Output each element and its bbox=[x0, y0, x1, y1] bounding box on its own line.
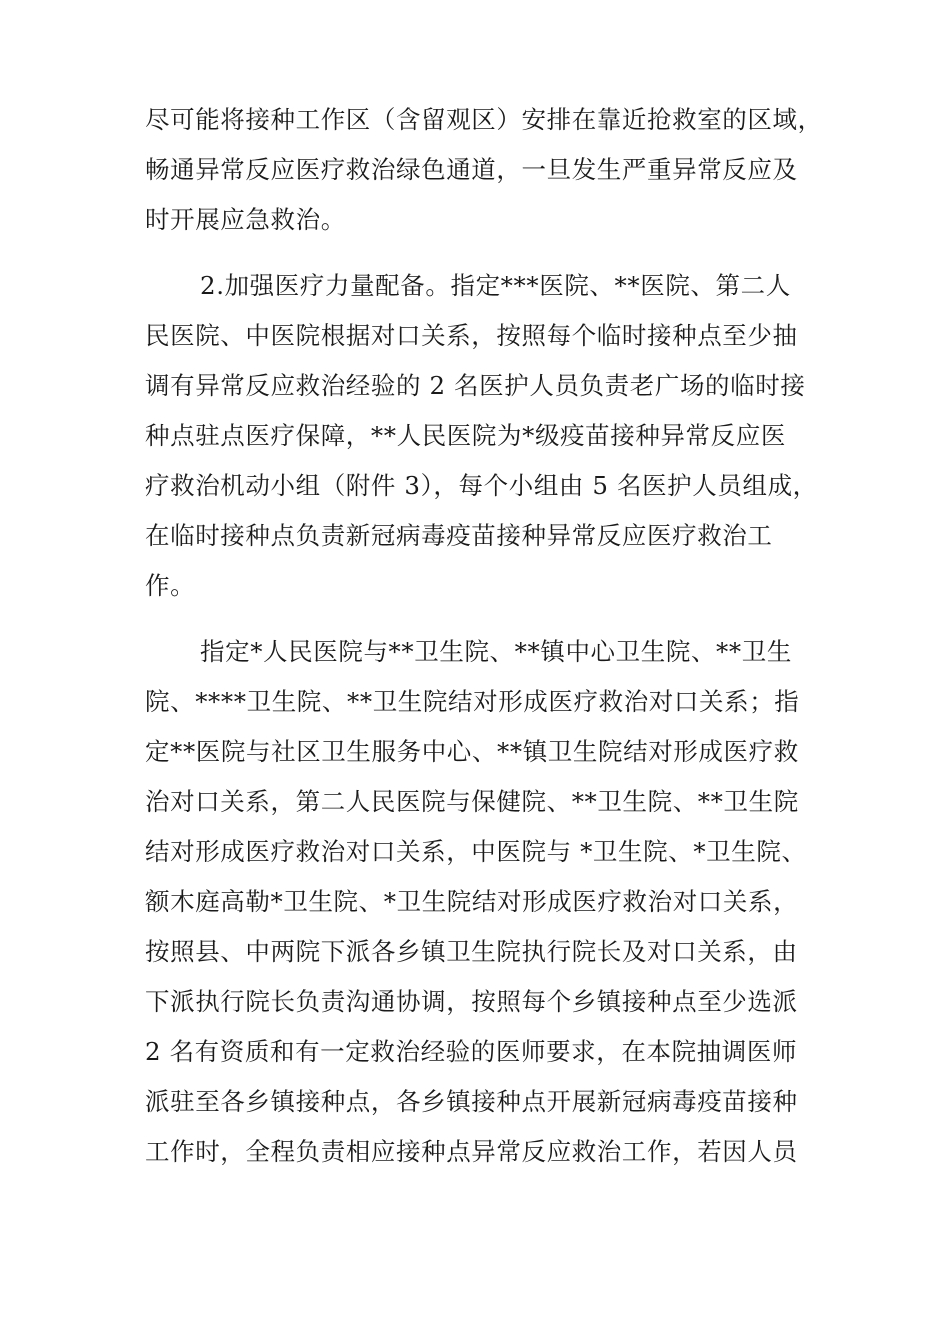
paragraph-2-line-2: 民医院、中医院根据对口关系，按照每个临时接种点至少抽 bbox=[145, 321, 798, 350]
paragraph-3-line-1: 指定*人民医院与**卫生院、**镇中心卫生院、**卫生 bbox=[200, 637, 792, 666]
paragraph-2-line-1: 2.加强医疗力量配备。指定***医院、**医院、第二人 bbox=[200, 271, 791, 300]
paragraph-3-line-11: 工作时，全程负责相应接种点异常反应救治工作，若因人员 bbox=[145, 1137, 798, 1166]
paragraph-3-line-7: 按照县、中两院下派各乡镇卫生院执行院长及对口关系，由 bbox=[145, 937, 798, 966]
paragraph-3-line-4: 治对口关系，第二人民医院与保健院、**卫生院、**卫生院 bbox=[145, 787, 799, 816]
paragraph-2-line-6: 在临时接种点负责新冠病毒疫苗接种异常反应医疗救治工 bbox=[145, 521, 773, 550]
paragraph-3-line-9: 2 名有资质和有一定救治经验的医师要求，在本院抽调医师 bbox=[145, 1037, 798, 1066]
paragraph-3-line-6: 额木庭高勒*卫生院、*卫生院结对形成医疗救治对口关系， bbox=[145, 887, 799, 916]
paragraph-3-line-3: 定**医院与社区卫生服务中心、**镇卫生院结对形成医疗救 bbox=[145, 737, 799, 766]
paragraph-3-line-10: 派驻至各乡镇接种点，各乡镇接种点开展新冠病毒疫苗接种 bbox=[145, 1087, 798, 1116]
paragraph-1-line-2: 畅通异常反应医疗救治绿色通道，一旦发生严重异常反应及 bbox=[145, 155, 798, 184]
paragraph-3-line-2: 院、****卫生院、**卫生院结对形成医疗救治对口关系；指 bbox=[145, 687, 800, 716]
paragraph-2-line-4: 种点驻点医疗保障，**人民医院为*级疫苗接种异常反应医 bbox=[145, 421, 786, 450]
paragraph-3-line-8: 下派执行院长负责沟通协调，按照每个乡镇接种点至少选派 bbox=[145, 987, 798, 1016]
paragraph-1-line-3: 时开展应急救治。 bbox=[145, 205, 346, 234]
paragraph-1-line-1: 尽可能将接种工作区（含留观区）安排在靠近抢救室的区域， bbox=[145, 105, 823, 134]
paragraph-3-line-5: 结对形成医疗救治对口关系，中医院与 *卫生院、*卫生院、 bbox=[145, 837, 807, 866]
paragraph-2-line-7: 作。 bbox=[145, 571, 196, 600]
paragraph-2-line-3: 调有异常反应救治经验的 2 名医护人员负责老广场的临时接 bbox=[145, 371, 806, 400]
paragraph-2-line-5: 疗救治机动小组（附件 3），每个小组由 5 名医护人员组成， bbox=[145, 471, 818, 500]
